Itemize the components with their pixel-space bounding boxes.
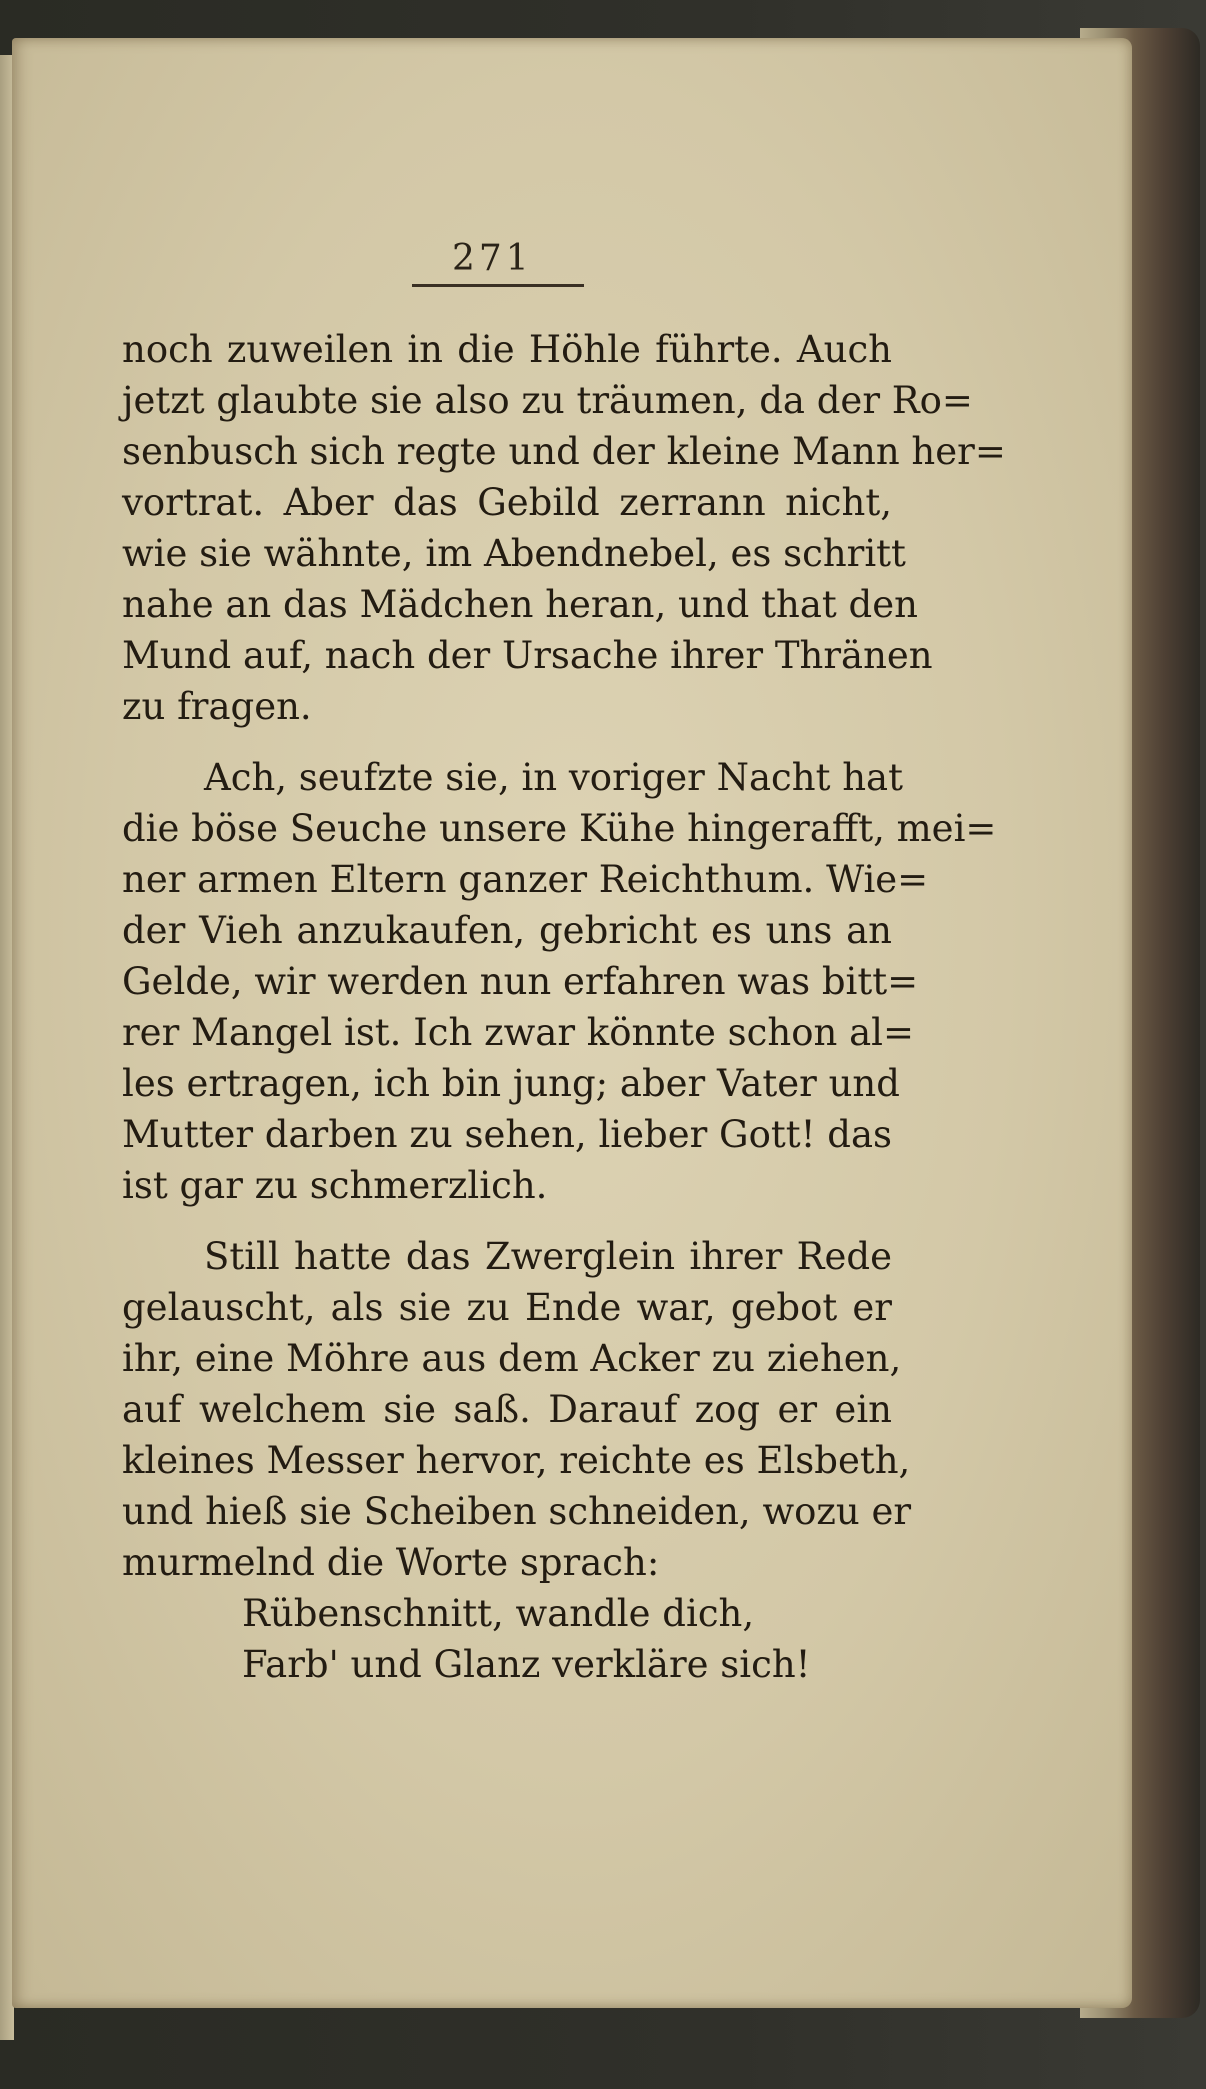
text-line: zu fragen. [122,685,312,728]
text-line: jetzt glaubte sie also zu träumen, da der Ro= [122,379,973,422]
text-line: Gelde, wir werden nun erfahren was bitt= [122,960,919,1003]
text-line: wie sie wähnte, im Abendnebel, es schritt [122,532,906,575]
verse-line: Rübenschnitt, wandle dich, [242,1592,755,1635]
paragraph [122,752,997,1211]
text-line: nahe an das Mädchen heran, und that den [122,583,918,626]
text-line: senbusch sich regte und der kleine Mann her= [122,430,1006,473]
text-line: auf welchem sie saß. Darauf zog er ein [122,1388,892,1431]
text-line: Mutter darben zu sehen, lieber Gott! das [122,1113,892,1156]
text-line: gelauscht, als sie zu Ende war, gebot er [122,1286,892,1329]
text-line: vortrat. Aber das Gebild zerrann nicht, [122,481,892,524]
page-number: 271 [452,238,533,279]
text-line: Still hatte das Zwerglein ihrer Rede [204,1235,892,1278]
text-line: kleines Messer hervor, reichte es Elsbeth, [122,1439,911,1482]
text-line: Ach, seufzte sie, in voriger Nacht hat [204,756,903,799]
verse [122,1588,892,1690]
paragraph [122,324,1006,732]
text-line: noch zuweilen in die Höhle führte. Auch [122,328,892,371]
text-line: les ertragen, ich bin jung; aber Vater und [122,1062,900,1105]
text-line: Mund auf, nach der Ursache ihrer Thränen [122,634,933,677]
text-line: rer Mangel ist. Ich zwar könnte schon al= [122,1011,914,1054]
text-line: murmelnd die Worte sprach: [122,1541,660,1584]
verse-line: Farb' und Glanz verkläre sich! [242,1643,811,1686]
text-line: die böse Seuche unsere Kühe hingerafft, mei= [122,807,997,850]
text-line: ist gar zu schmerzlich. [122,1164,548,1207]
text-line: der Vieh anzukaufen, gebricht es uns an [122,909,892,952]
header-rule [412,284,584,287]
text-line: ihr, eine Möhre aus dem Acker zu ziehen, [122,1337,902,1380]
text-line: und hieß sie Scheiben schneiden, wozu er [122,1490,912,1533]
body-text [122,324,1006,1690]
book-page [12,38,1132,2008]
text-line: ner armen Eltern ganzer Reichthum. Wie= [122,858,929,901]
paragraph [122,1231,912,1588]
